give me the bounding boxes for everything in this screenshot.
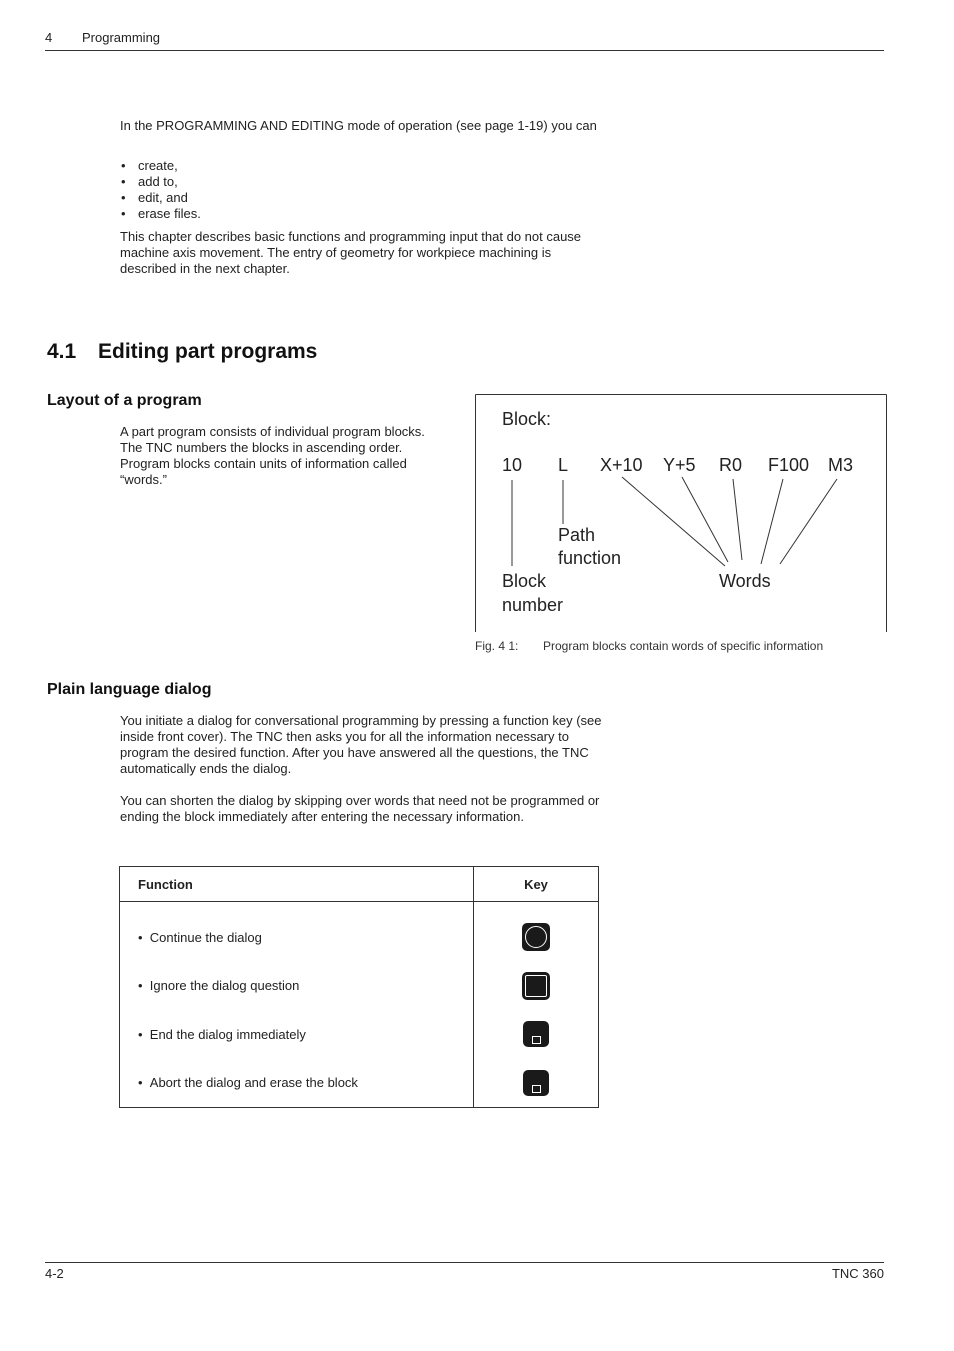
dialog-paragraph: You initiate a dialog for conversational programming by pressing a function key (see inside front cover). The TNC then asks you for all the information necessary to program the desired function. After you have answered all the questions, the TNC automatically ends the dialog.	[120, 713, 602, 776]
list-item: • edit, and	[120, 190, 600, 206]
key-square	[525, 975, 547, 997]
program-block-diagram	[475, 394, 887, 632]
word-misc-function: M3	[828, 455, 854, 475]
block-label: Block:	[502, 409, 552, 429]
list-item: • add to,	[120, 174, 600, 190]
end-key-icon	[523, 1021, 549, 1047]
word-path-function: L	[558, 455, 569, 475]
footer-rule	[45, 1262, 884, 1263]
key-column	[474, 902, 599, 1108]
chapter-title: Programming	[82, 30, 161, 45]
table-row-function	[138, 962, 473, 1011]
section-number: 4.1	[47, 340, 77, 363]
key-circle	[525, 926, 547, 948]
word-leader-f	[761, 479, 783, 564]
figure-number: Fig. 4 1:	[475, 639, 519, 653]
table-row-function	[138, 1059, 473, 1108]
table-row-function	[138, 913, 473, 962]
path-function-label-line1: Path	[558, 525, 596, 545]
words-label: Words	[719, 571, 771, 591]
word-leader-x	[622, 477, 725, 566]
section-title: Editing part programs	[98, 340, 318, 363]
page-number: 4-2	[45, 1266, 64, 1281]
bullet: •	[138, 929, 150, 945]
ent-key-icon	[522, 923, 550, 951]
key-cell	[474, 1010, 598, 1059]
key-cell	[474, 962, 598, 1011]
product-name: TNC 360	[831, 1266, 884, 1281]
bullet: •	[138, 978, 150, 994]
intro-paragraph-2: This chapter describes basic functions and programming input that do not cause machine axis movement. The entry of geometry for workpiece machining is described in the next chapter.	[120, 229, 582, 276]
dialog-paragraph-2: You can shorten the dialog by skipping over words that need not be programmed or ending the block immediately after entering the necessary information.	[120, 793, 600, 824]
chapter-number: 4	[45, 30, 53, 45]
key-cell	[474, 913, 598, 962]
intro-paragraph: In the PROGRAMMING AND EDITING mode of operation (see page 1-19) you can	[120, 118, 597, 133]
del-key-icon	[523, 1070, 549, 1096]
function-label: Ignore the dialog question	[149, 978, 300, 994]
list-item: • create,	[120, 158, 600, 174]
table-row	[120, 902, 599, 1108]
block-number-label-line2: number	[502, 595, 564, 615]
block-number-label-line1: Block	[502, 571, 547, 591]
key-cell	[474, 1059, 598, 1108]
function-label: End the dialog immediately	[149, 1026, 306, 1042]
word-radius-compensation: R0	[719, 455, 743, 475]
no-ent-key-icon	[522, 972, 550, 1000]
function-label: Abort the dialog and erase the block	[149, 1075, 358, 1091]
word-leader-r	[733, 479, 742, 560]
bullet: •	[138, 1075, 150, 1091]
header-key: Key	[474, 867, 599, 902]
subheading-dialog: Plain language dialog	[47, 681, 212, 698]
section-heading	[47, 340, 317, 364]
figure-caption-text: Program blocks contain words of specific information	[543, 639, 824, 653]
key-small-square	[532, 1085, 541, 1093]
dialog-keys-table	[119, 866, 599, 1108]
word-feed-rate: F100	[768, 455, 810, 475]
list-item: • erase files.	[120, 206, 600, 222]
table-header-row	[120, 867, 599, 902]
figure-caption	[475, 639, 823, 653]
subheading-layout: Layout of a program	[47, 392, 202, 409]
word-x-coordinate: X+10	[600, 455, 643, 475]
intro-bullet-list	[120, 158, 600, 222]
header-rule	[45, 50, 884, 51]
running-header	[45, 30, 160, 45]
layout-paragraph: A part program consists of individual program blocks. The TNC numbers the blocks in ascending order. Program blocks contain units of information called “words.”	[120, 424, 425, 487]
function-column	[120, 902, 474, 1108]
function-label: Continue the dialog	[149, 929, 262, 945]
table-row-function	[138, 1010, 473, 1059]
key-small-square	[532, 1036, 541, 1044]
header-function: Function	[120, 867, 474, 902]
bullet: •	[138, 1026, 150, 1042]
word-leader-m	[780, 479, 837, 564]
path-function-label-line2: function	[558, 548, 622, 568]
word-y-coordinate: Y+5	[663, 455, 696, 475]
word-block-number: 10	[502, 455, 523, 475]
